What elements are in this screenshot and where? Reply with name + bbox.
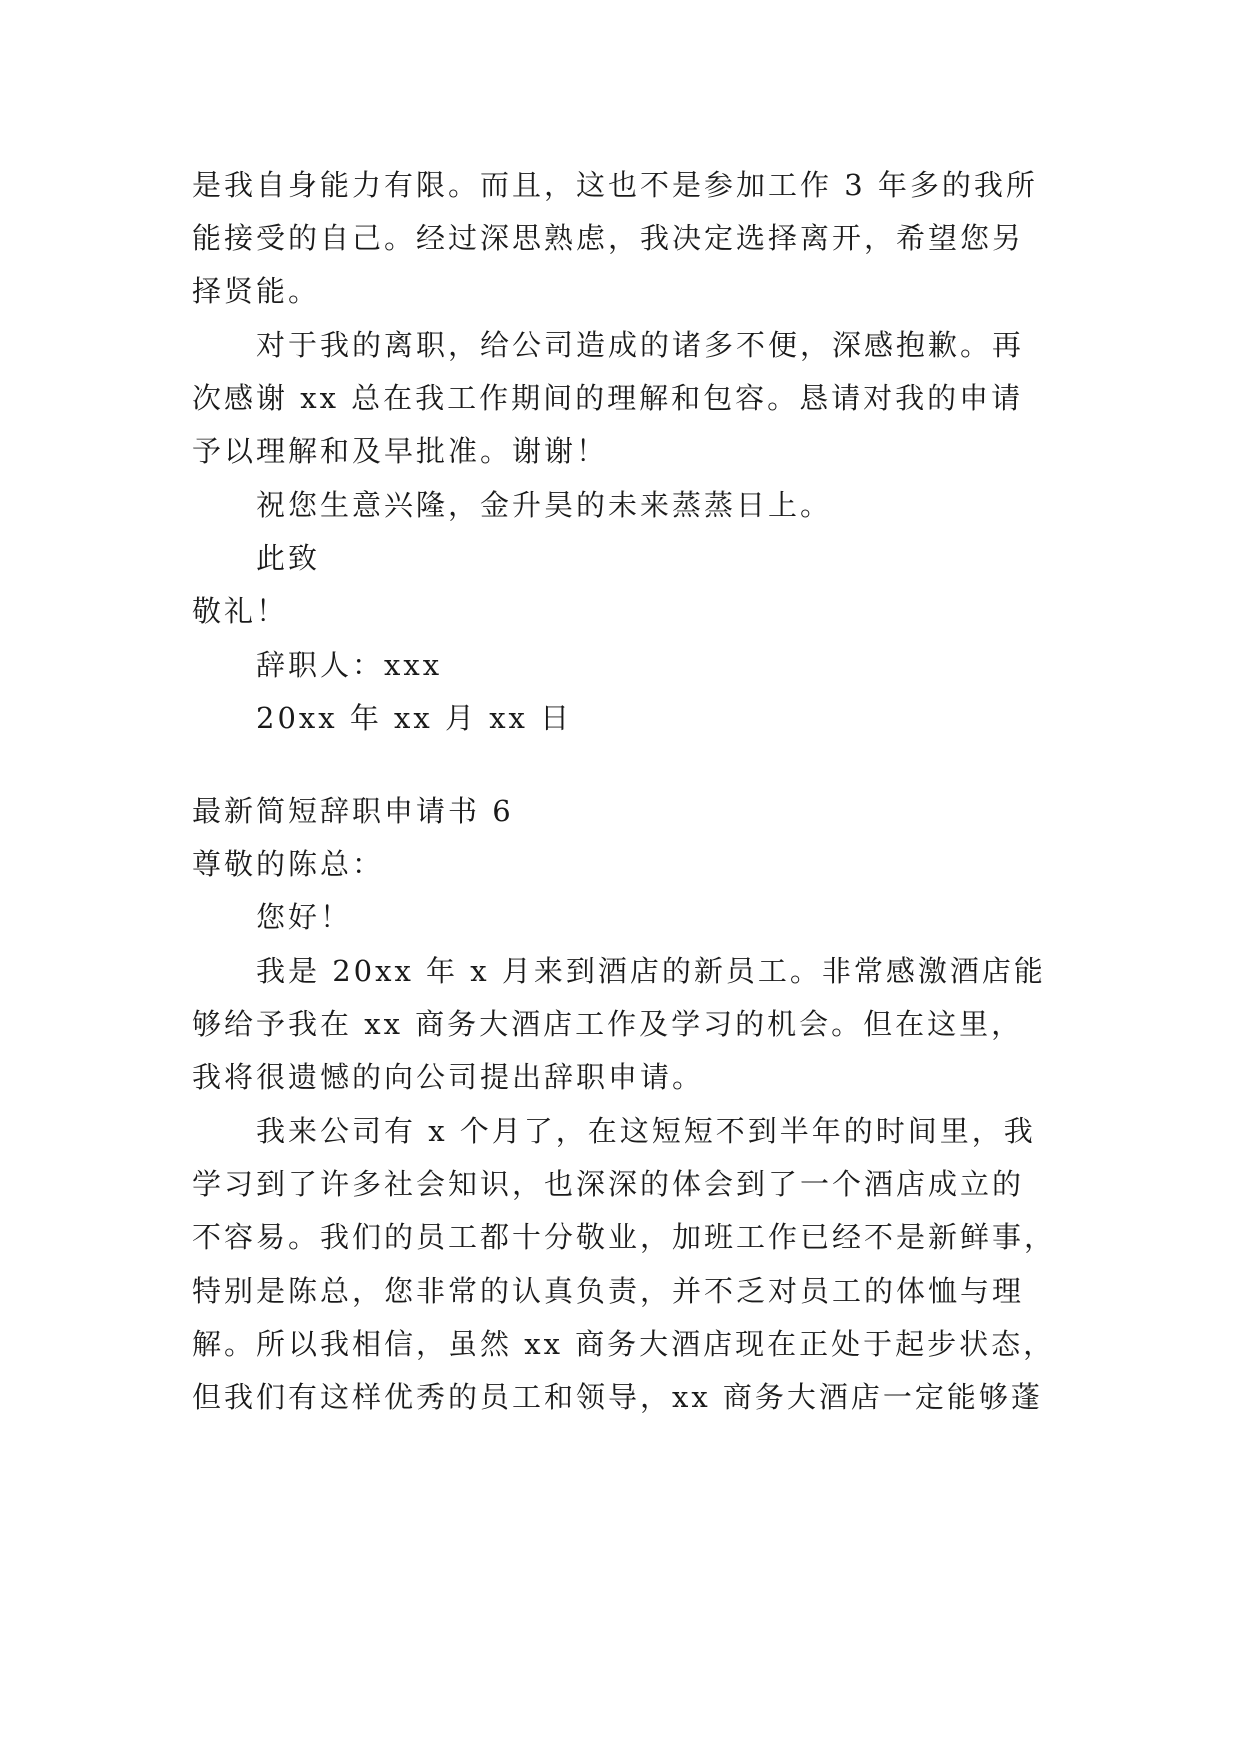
paragraph-line: 予以理解和及早批准。谢谢！: [192, 434, 609, 468]
salutation-line: 敬礼！: [192, 594, 289, 628]
paragraph-line: 我来公司有 x 个月了，在这短短不到半年的时间里，我: [256, 1114, 1036, 1148]
paragraph-line: 学习到了许多社会知识，也深深的体会到了一个酒店成立的: [192, 1167, 1025, 1201]
section-title: 最新简短辞职申请书 6: [192, 794, 514, 828]
paragraph-line: 够给予我在 xx 商务大酒店工作及学习的机会。但在这里，: [192, 1007, 1024, 1041]
paragraph-line: 我将很遗憾的向公司提出辞职申请。: [192, 1060, 705, 1094]
greeting: 您好！: [256, 900, 353, 934]
paragraph-line: 我是 20xx 年 x 月来到酒店的新员工。非常感激酒店能: [256, 954, 1046, 988]
signature-name: 辞职人：xxx: [256, 648, 443, 682]
closing-wish: 祝您生意兴隆，金升昊的未来蒸蒸日上。: [256, 488, 833, 522]
paragraph-line: 对于我的离职，给公司造成的诸多不便，深感抱歉。再: [256, 328, 1025, 362]
greeting: 尊敬的陈总：: [192, 847, 385, 881]
paragraph-line: 择贤能。: [192, 274, 321, 308]
salutation-line: 此致: [256, 541, 321, 575]
signature-date: 20xx 年 xx 月 xx 日: [256, 701, 573, 735]
paragraph-line: 是我自身能力有限。而且，这也不是参加工作 3 年多的我所: [192, 168, 1038, 202]
paragraph-line: 特别是陈总，您非常的认真负责，并不乏对员工的体恤与理: [192, 1274, 1025, 1308]
paragraph-line: 解。所以我相信，虽然 xx 商务大酒店现在正处于起步状态，: [192, 1327, 1056, 1361]
paragraph-line: 不容易。我们的员工都十分敬业，加班工作已经不是新鲜事，: [192, 1220, 1057, 1254]
paragraph-line: 次感谢 xx 总在我工作期间的理解和包容。恳请对我的申请: [192, 381, 1024, 415]
paragraph-line: 能接受的自己。经过深思熟虑，我决定选择离开，希望您另: [192, 221, 1025, 255]
paragraph-line: 但我们有这样优秀的员工和领导，xx 商务大酒店一定能够蓬: [192, 1380, 1043, 1414]
